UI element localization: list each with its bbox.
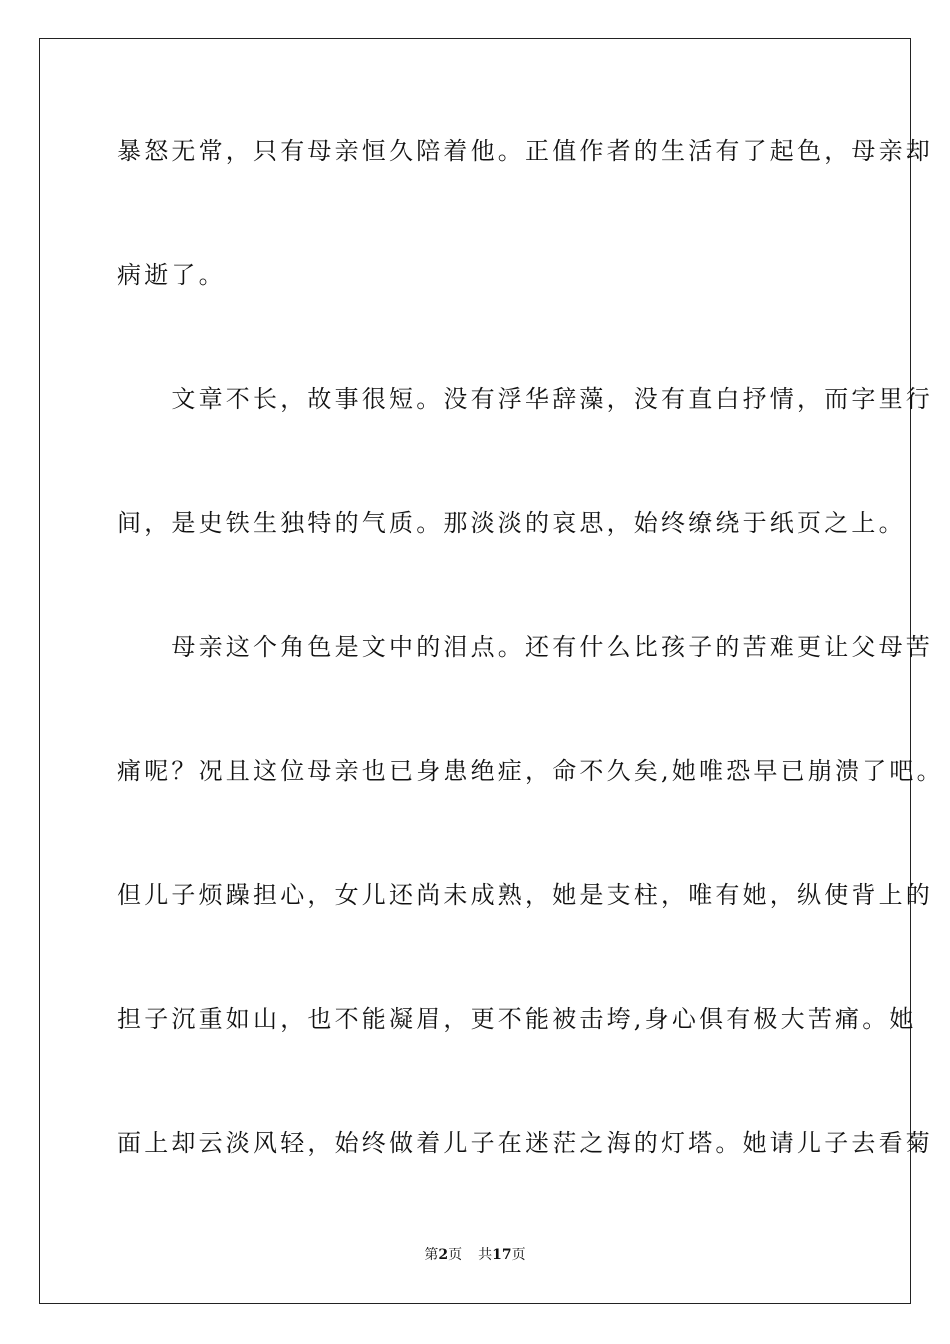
text-line-6: 痛呢？况且这位母亲也已身患绝症，命不久矣,她唯恐早已崩溃了吧。	[117, 757, 944, 785]
text-line-5: 母亲这个角色是文中的泪点。还有什么比孩子的苦难更让父母苦	[117, 633, 933, 661]
total-suffix: 页	[511, 1247, 526, 1263]
text-line-4: 间，是史铁生独特的气质。那淡淡的哀思，始终缭绕于纸页之上。	[117, 509, 906, 537]
text-line-7: 但儿子烦躁担心，女儿还尚未成熟，她是支柱，唯有她，纵使背上的	[117, 881, 933, 909]
page-suffix: 页	[448, 1247, 463, 1263]
text-line-8: 担子沉重如山，也不能凝眉，更不能被击垮,身心俱有极大苦痛。她	[117, 1005, 917, 1033]
total-prefix: 共	[478, 1247, 493, 1263]
page-number: 2	[438, 1247, 449, 1263]
page-footer	[0, 1246, 950, 1264]
text-line-2: 病逝了。	[117, 261, 226, 289]
page-prefix: 第	[424, 1247, 439, 1263]
page-border	[39, 38, 911, 1304]
text-line-9: 面上却云淡风轻，始终做着儿子在迷茫之海的灯塔。她请儿子去看菊	[117, 1129, 933, 1157]
total-pages: 17	[492, 1247, 512, 1263]
text-line-3: 文章不长，故事很短。没有浮华辞藻，没有直白抒情，而字里行	[117, 385, 933, 413]
text-line-1: 暴怒无常，只有母亲恒久陪着他。正值作者的生活有了起色，母亲却	[117, 137, 933, 165]
